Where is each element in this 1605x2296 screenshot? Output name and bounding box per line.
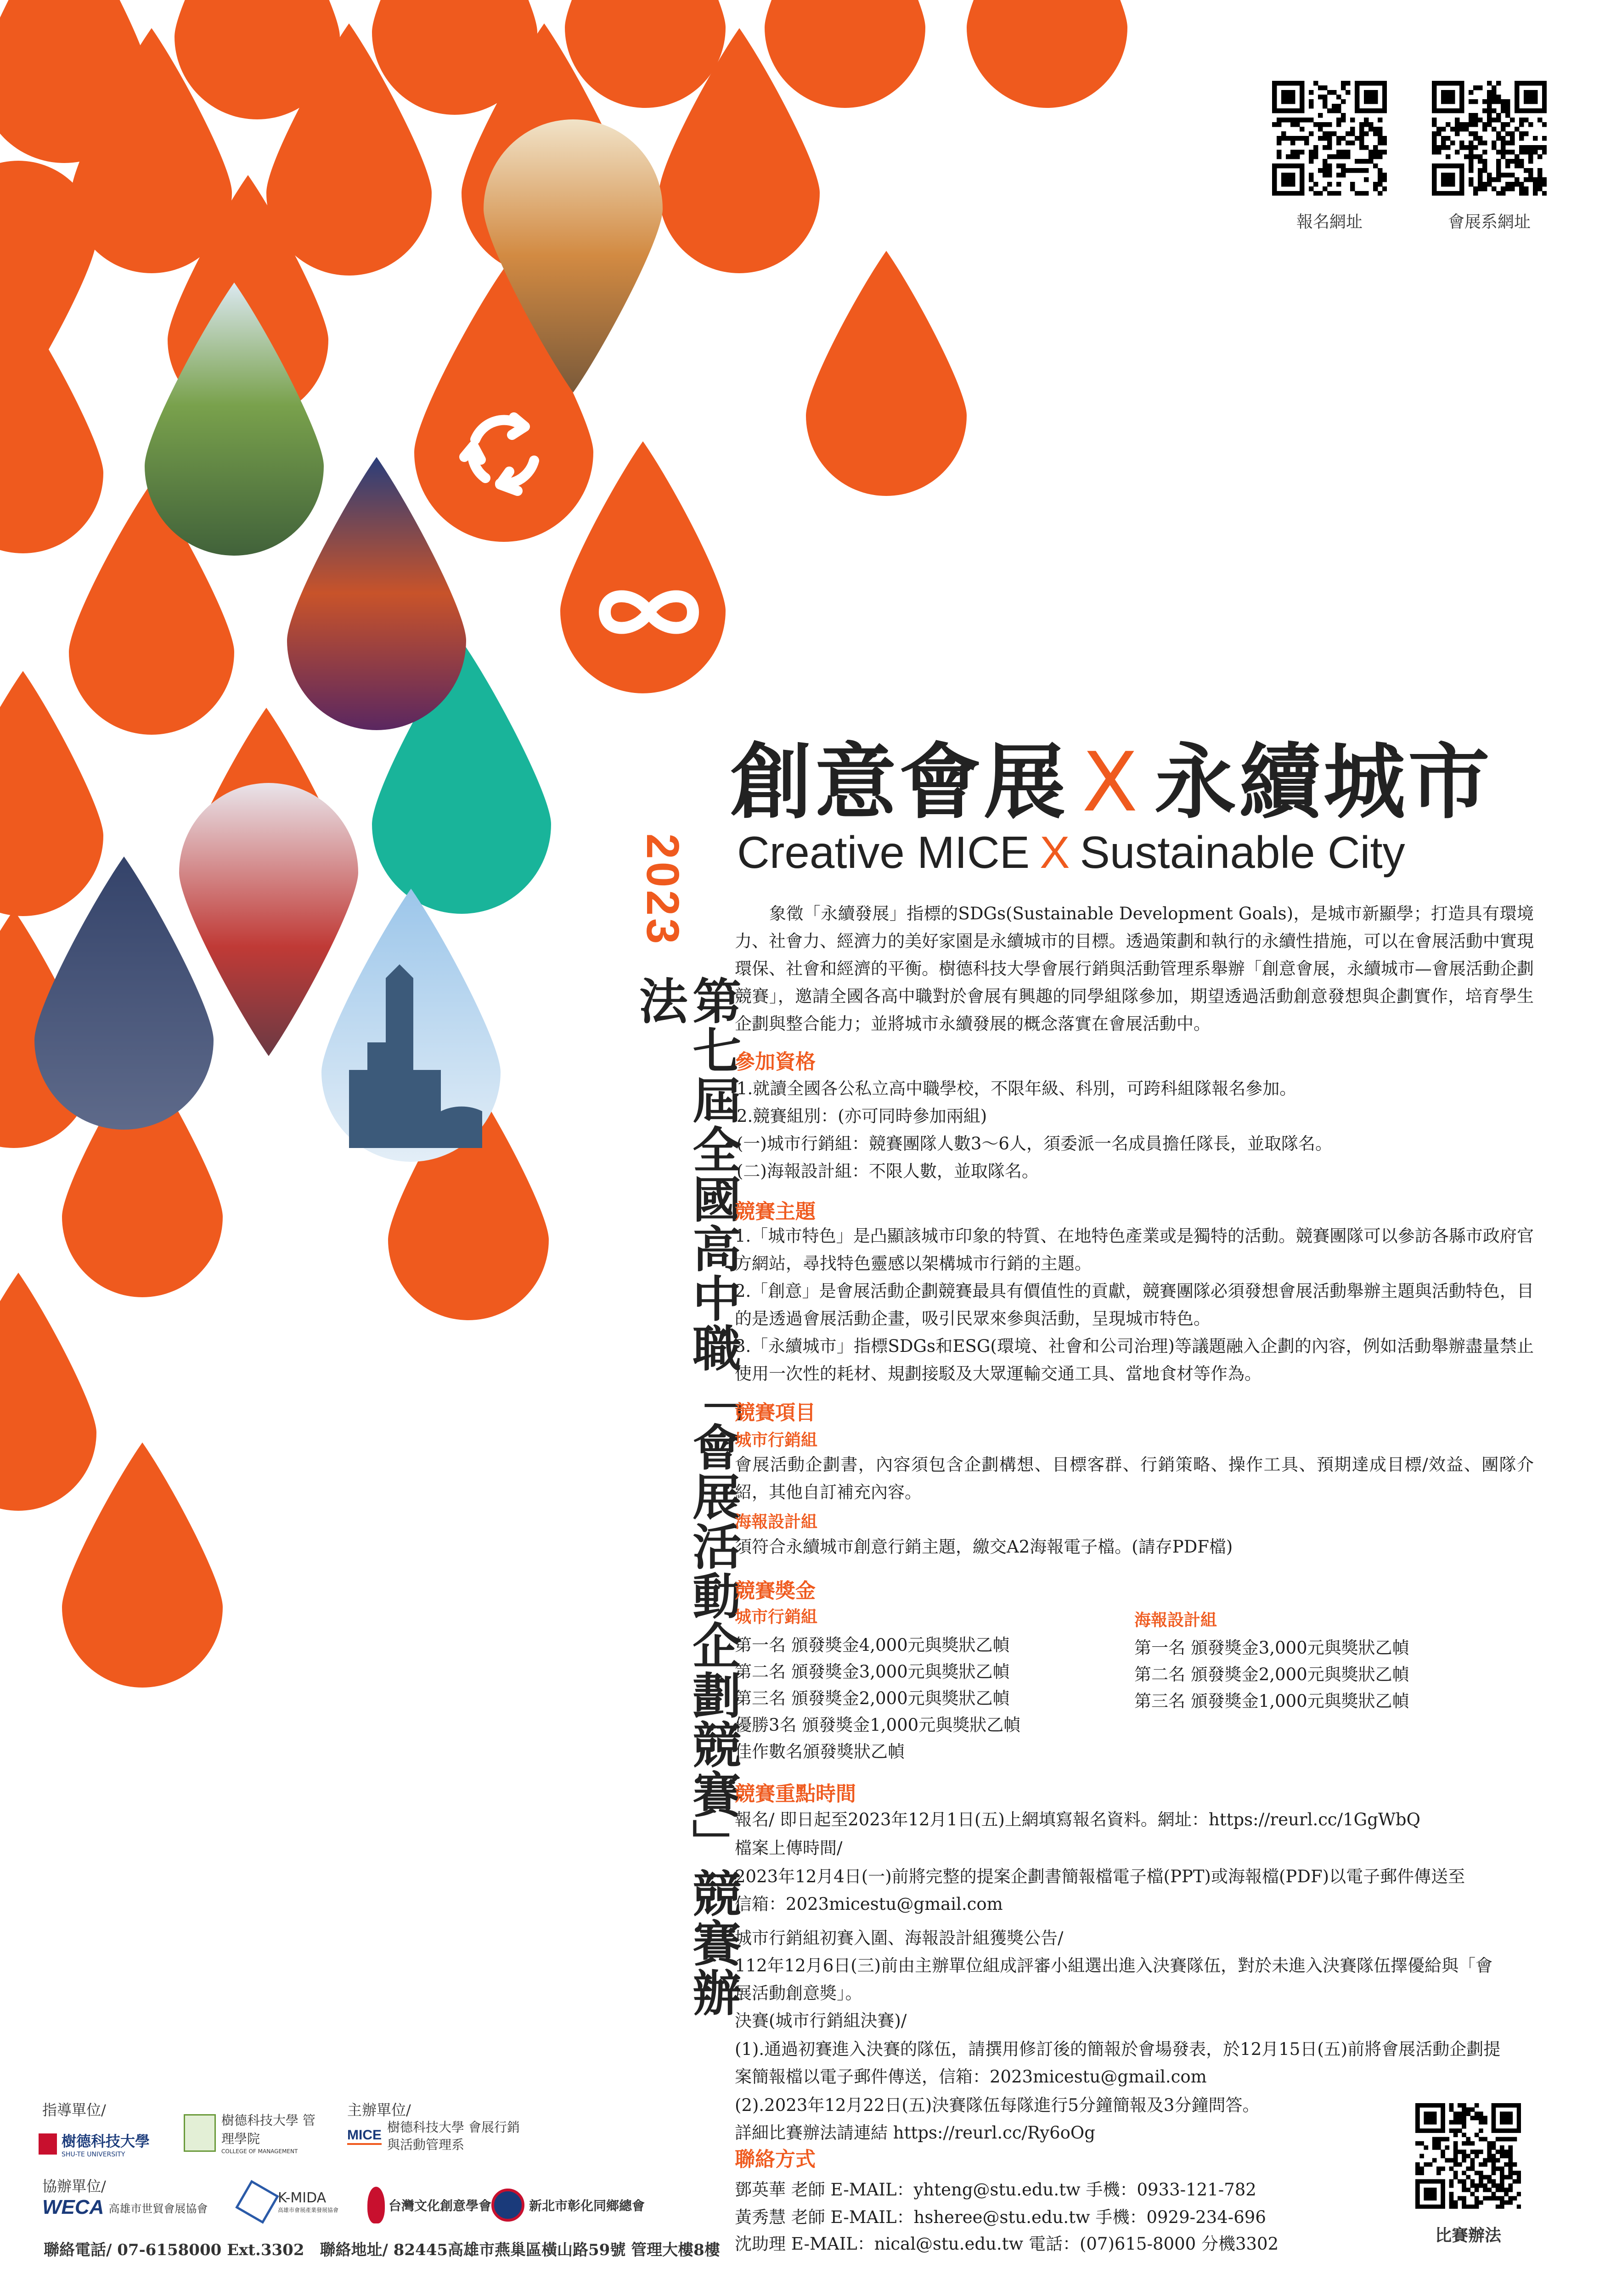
prize-city-line: 第三名 頒發獎金2,000元與獎狀乙幀 [735,1688,1010,1708]
title-en-left: Creative MICE [737,827,1030,878]
vertical-title: 第七屆全國高中職「會展活動企劃競賽」競賽辦法 [631,976,743,2017]
prizes-city-label: 城市行銷組 [735,1607,818,1626]
prize-poster-line: 第二名 頒發獎金2,000元與獎狀乙幀 [1134,1665,1409,1684]
college-logo-en: COLLEGE OF MANAGEMENT [221,2148,298,2155]
eligibility-line: 1.就讀全國各公私立高中職學校，不限年級、科別，可跨科組隊報名參加。 [737,1079,1297,1098]
items-city-label: 城市行銷組 [735,1430,818,1450]
prize-poster-line: 第一名 頒發獎金3,000元與獎狀乙幀 [1134,1638,1409,1658]
stu-logo-name: 樹德科技大學 [62,2133,150,2150]
intro-paragraph [735,900,1534,1038]
prizes-poster-label: 海報設計組 [1134,1610,1217,1630]
decorative-drop [765,0,925,108]
department-qr-label: 會展系網址 [1447,213,1531,231]
schedule-line: (1).通過初賽進入決賽的隊伍，請撰用修訂後的簡報於會場發表，於12月15日(五)前將會展活動企劃提 [735,2039,1501,2059]
college-logo-mark [184,2114,216,2152]
register-qr-label: 報名網址 [1296,213,1363,231]
prize-city-line: 佳作數名頒發獎狀乙幀 [735,1742,905,1761]
schedule-line: 案簡報檔以電子郵件傳送，信箱：2023micestu@gmail.com [735,2067,1207,2087]
kmida-logo-sub: 高雄市會展產業發展協會 [278,2207,339,2213]
coorg-label: 協辦單位/ [42,2178,106,2195]
weca-logo-mark: WECA [42,2196,104,2218]
stu-logo-en: SHU-TE UNIVERSITY [62,2151,125,2158]
theme-items [735,1222,1534,1388]
decorative-drop [0,308,103,553]
contact-line: 沈助理 E-MAIL：nical@stu.edu.tw 電話：(07)615-8000 分機3302 [735,2234,1279,2254]
title-en-right: Sustainable City [1080,827,1405,878]
theme-item: 1.「城市特色」是凸顯該城市印象的特質、在地特色產業或是獨特的活動。競賽團隊可以參訪各縣市政府官方網站，尋找特色靈感以架構城市行銷的主題。 [735,1226,1534,1273]
schedule-line: 決賽(城市行銷組決賽)/ [735,2011,907,2031]
schedule-line: 2023年12月4日(一)前將完整的提案企劃書簡報檔電子檔(PPT)或海報檔(PDF)以電子郵件傳送至 [735,1867,1465,1886]
schedule-heading: 競賽重點時間 [735,1782,856,1806]
kmida-logo-name: K-MIDA [278,2190,327,2206]
stu-logo-mark [39,2133,57,2155]
eligibility-line: (一)城市行銷組：競賽團隊人數3～6人，須委派一名成員擔任隊長，並取隊名。 [737,1134,1332,1154]
items-poster-text: 須符合永續城市創意行銷主題，繳交A2海報電子檔。(請存PDF檔) [735,1537,1233,1557]
host-logo-mark: MICE [347,2127,382,2145]
intro-text: 象徵「永續發展」指標的SDGs(Sustainable Development Goals)，是城市新顯學；打造具有環境力、社會力、經濟力的美好家園是永續城市的目標。透過策劃和執行的永續性措施，可以在會展活動中實現環保、社會和經濟的平衡。樹德科技大學會展行銷與活動管理系舉辦「創意會展，永續城市—會展活動企劃競賽」，邀請全國各高中職對於會展有興趣的同學組隊參加，期望透過活動創意發想與企劃實作，培育學生企劃與整合能力；並將城市永續發展的概念落實在會展活動中。 [735,904,1534,1034]
prize-city-line: 第二名 頒發獎金3,000元與獎狀乙幀 [735,1662,1010,1682]
changhua-assoc-logo [491,2189,675,2222]
theme-item: 2.「創意」是會展活動企劃競賽最具有價值性的貢獻，競賽團隊必須發想會展活動舉辦主題與活動特色，目的是透過會展活動企畫，吸引民眾來參與活動，呈現城市特色。 [735,1281,1534,1328]
weca-logo-name: 高雄市世貿會展協會 [108,2202,208,2215]
eligibility-heading: 參加資格 [735,1050,816,1074]
kmida-logo-mark [235,2180,279,2224]
host-logo-name: 樹德科技大學 會展行銷與活動管理系 [387,2120,520,2152]
schedule-line: 檔案上傳時間/ [735,1838,843,1858]
decorative-drop [0,671,103,916]
host-label: 主辦單位/ [347,2101,411,2119]
eligibility-line: (二)海報設計組：不限人數，並取隊名。 [737,1161,1039,1181]
title-zh-left: 創意會展 [730,735,1068,830]
decorative-drop [62,1442,223,1688]
creative-society-logo [367,2187,501,2223]
changhua-assoc-logo-mark [491,2189,524,2222]
contact-line: 鄧英華 老師 E-MAIL：yhteng@stu.edu.tw 手機：0933-121-782 [735,2180,1256,2200]
prize-poster-line: 第三名 頒發獎金1,000元與獎狀乙幀 [1134,1691,1409,1711]
main-title-zh [730,716,1538,834]
items-poster-label: 海報設計組 [735,1512,818,1531]
creative-society-logo-mark [367,2187,385,2223]
items-heading: 競賽項目 [735,1401,816,1424]
guide-label: 指導單位/ [42,2101,106,2119]
changhua-assoc-logo-name: 新北市彰化同鄉總會 [529,2198,645,2213]
decorative-drop [806,251,967,496]
college-logo-name: 樹德科技大學 管理學院 [221,2113,315,2146]
schedule-line: 112年12月6日(三)前由主辦單位組成評審小組選出進入決賽隊伍，對於未進入決賽隊伍擇優給與「會 [735,1956,1493,1975]
weca-logo [42,2196,226,2219]
title-en-x: X [1040,827,1070,878]
items-city-description: 會展活動企劃書，內容須包含企劃構想、目標客群、行銷策略、操作工具、預期達成目標/效益、團隊介紹，其他自訂補充內容。 [735,1455,1534,1502]
title-zh-x: X [1082,735,1141,830]
decorative-drop [967,0,1127,108]
vertical-year: 2023 [637,833,688,947]
theme-item: 3.「永續城市」指標SDGs和ESG(環境、社會和公司治理)等議題融入企劃的內容，例如活動舉辦盡量禁止使用一次性的耗材、規劃接駁及大眾運輸交通工具、當地食材等作為。 [735,1336,1534,1384]
theme-heading: 競賽主題 [735,1200,816,1223]
schedule-line: (2).2023年12月22日(五)決賽隊伍每隊進行5分鐘簡報及3分鐘問答。 [735,2095,1260,2115]
college-logo [184,2111,335,2155]
eligibility-line: 2.競賽組別：(亦可同時參加兩組) [737,1106,987,1126]
prize-city-line: 第一名 頒發獎金4,000元與獎狀乙幀 [735,1635,1010,1655]
host-logo [347,2119,545,2154]
contact-heading: 聯絡方式 [735,2148,816,2171]
stu-logo [39,2130,176,2158]
prize-city-line: 優勝3名 頒發獎金1,000元與獎狀乙幀 [735,1715,1021,1735]
department-qr-code[interactable] [1432,81,1547,196]
contact-line: 黃秀慧 老師 E-MAIL：hsheree@stu.edu.tw 手機：0929-234-696 [735,2207,1266,2227]
decorative-drop [0,1273,96,1511]
schedule-rules-link[interactable]: 詳細比賽辦法請連結 https://reurl.cc/Ry6oOg [735,2123,1095,2143]
rules-qr-label: 比賽辦法 [1435,2226,1501,2245]
creative-society-logo-name: 台灣文化創意學會 [389,2198,492,2213]
prizes-heading: 競賽獎金 [735,1579,816,1603]
schedule-line: 報名/ 即日起至2023年12月1日(五)上網填寫報名資料。網址：https://reurl.cc/1GgWbQ [735,1810,1420,1829]
main-title-en [737,827,1536,878]
schedule-line: 信箱：2023micestu@gmail.com [735,1894,1003,1914]
register-qr-code[interactable] [1272,81,1387,196]
items-city-text [735,1451,1534,1506]
footer-contact: 聯絡電話/ 07-6158000 Ext.3302 聯絡地址/ 82445高雄市燕巢區橫山路59號 管理大樓8樓 [44,2241,720,2259]
rules-qr-code[interactable] [1415,2103,1521,2209]
title-zh-right: 永續城市 [1154,735,1492,830]
schedule-line: 展活動創意獎」。 [735,1983,862,2003]
schedule-line: 城市行銷組初賽入圍、海報設計組獲獎公告/ [735,1928,1064,1948]
